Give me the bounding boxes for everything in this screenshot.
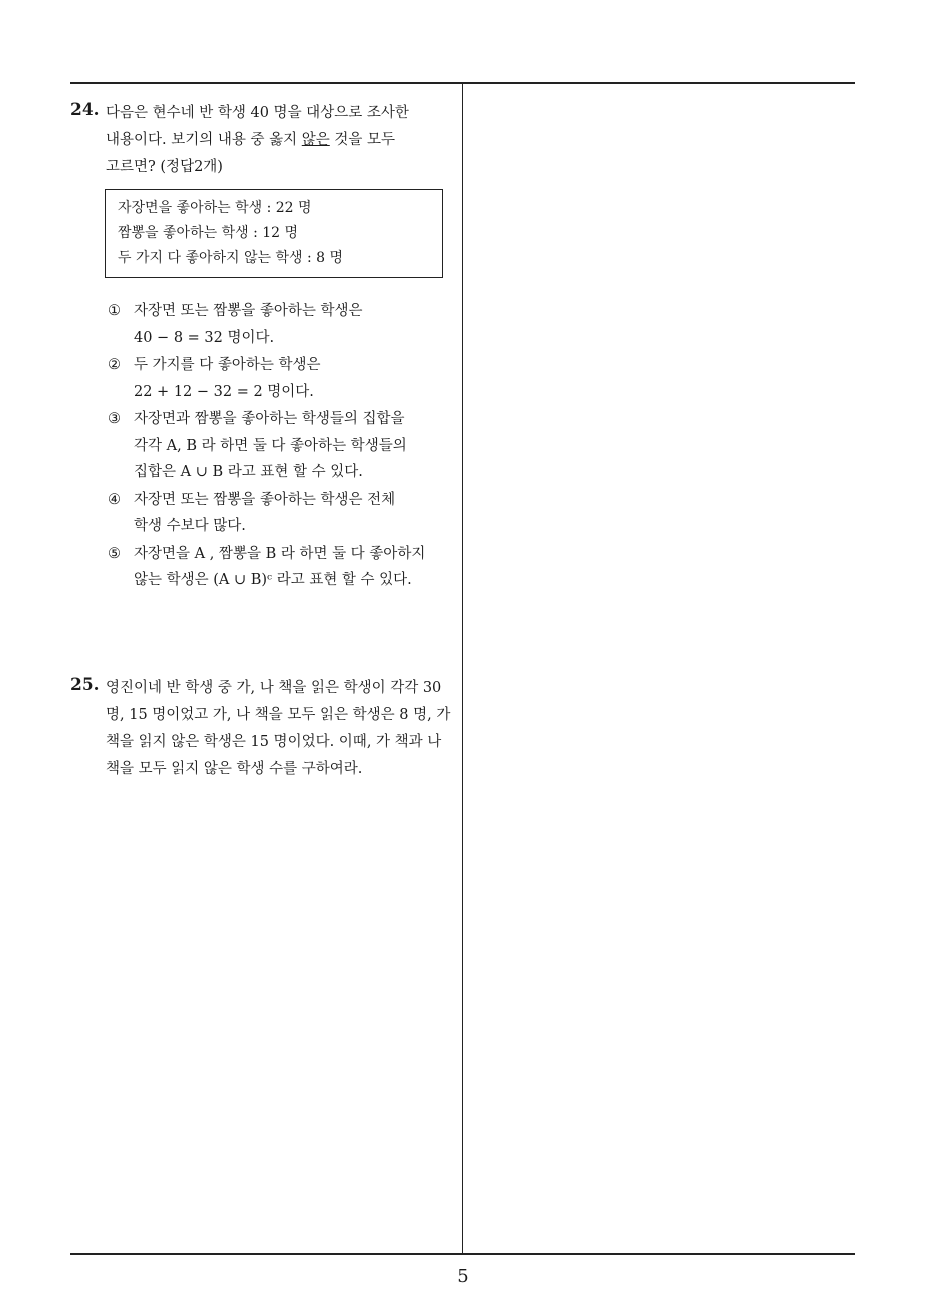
question-line (106, 127, 460, 154)
choice-mark: ③ (108, 411, 121, 427)
question-number: 24. (70, 100, 100, 120)
info-line: 자장면을 좋아하는 학생 : 22 명 (118, 200, 312, 216)
question-line-part: 것을 모두 (329, 132, 396, 148)
choice-text (134, 487, 460, 540)
column-divider (462, 83, 463, 1253)
underlined-word: 않은 (301, 132, 330, 148)
choice-line: 자장면과 짬뽕을 좋아하는 학생들의 집합을 (134, 411, 405, 427)
choice-line: 않는 학생은 (A ∪ B)ᶜ 라고 표현 할 수 있다. (134, 572, 412, 588)
info-line: 짬뽕을 좋아하는 학생 : 12 명 (118, 225, 299, 241)
question-line-part: 내용이다. 보기의 내용 중 옳지 (106, 132, 302, 148)
question-number: 25. (70, 675, 100, 695)
choice-line: 두 가지를 다 좋아하는 학생은 (134, 357, 321, 373)
choice-line: 집합은 A ∪ B 라고 표현 할 수 있다. (134, 464, 363, 480)
question-line: 고르면? (정답2개) (106, 159, 223, 175)
question-25 (70, 675, 460, 783)
question-line: 명, 15 명이었고 가, 나 책을 모두 읽은 학생은 8 명, 가 (106, 707, 451, 723)
choice-text (134, 352, 460, 405)
question-line: 책을 읽지 않은 학생은 15 명이었다. 이때, 가 책과 나 (106, 734, 442, 750)
choice-mark: ① (108, 303, 121, 319)
choice-5[interactable] (108, 541, 460, 594)
choice-2[interactable] (108, 352, 460, 405)
question-line: 책을 모두 읽지 않은 학생 수를 구하여라. (106, 761, 363, 777)
choice-mark: ④ (108, 491, 121, 508)
question-text (106, 675, 460, 783)
choice-line: 각각 A, B 라 하면 둘 다 좋아하는 학생들의 (134, 437, 407, 454)
choice-text (134, 541, 460, 594)
choice-text (134, 298, 460, 351)
info-line: 두 가지 다 좋아하지 않는 학생 : 8 명 (118, 250, 344, 266)
choice-text (134, 406, 460, 486)
choice-line: 자장면 또는 짬뽕을 좋아하는 학생은 전체 (134, 491, 396, 508)
info-box (105, 189, 443, 278)
question-24 (70, 100, 460, 595)
choice-line: 자장면 또는 짬뽕을 좋아하는 학생은 (134, 303, 363, 319)
choice-mark: ⑤ (108, 545, 121, 562)
choice-line: 40 − 8 = 32 명이다. (134, 329, 275, 346)
choice-line: 자장면을 A , 짬뽕을 B 라 하면 둘 다 좋아하지 (134, 545, 426, 562)
page-number: 5 (457, 1266, 469, 1287)
question-line: 영진이네 반 학생 중 가, 나 책을 읽은 학생이 각각 30 (106, 680, 442, 696)
choice-mark: ② (108, 357, 121, 373)
choice-line: 학생 수보다 많다. (134, 518, 246, 534)
choice-4[interactable] (108, 487, 460, 540)
question-line: 다음은 현수네 반 학생 40 명을 대상으로 조사한 (106, 105, 409, 121)
choice-1[interactable] (108, 298, 460, 351)
question-text (106, 100, 460, 181)
choice-3[interactable] (108, 406, 460, 486)
choice-line: 22 + 12 − 32 = 2 명이다. (134, 383, 314, 400)
choice-list (108, 298, 460, 594)
bottom-rule (70, 1253, 855, 1255)
